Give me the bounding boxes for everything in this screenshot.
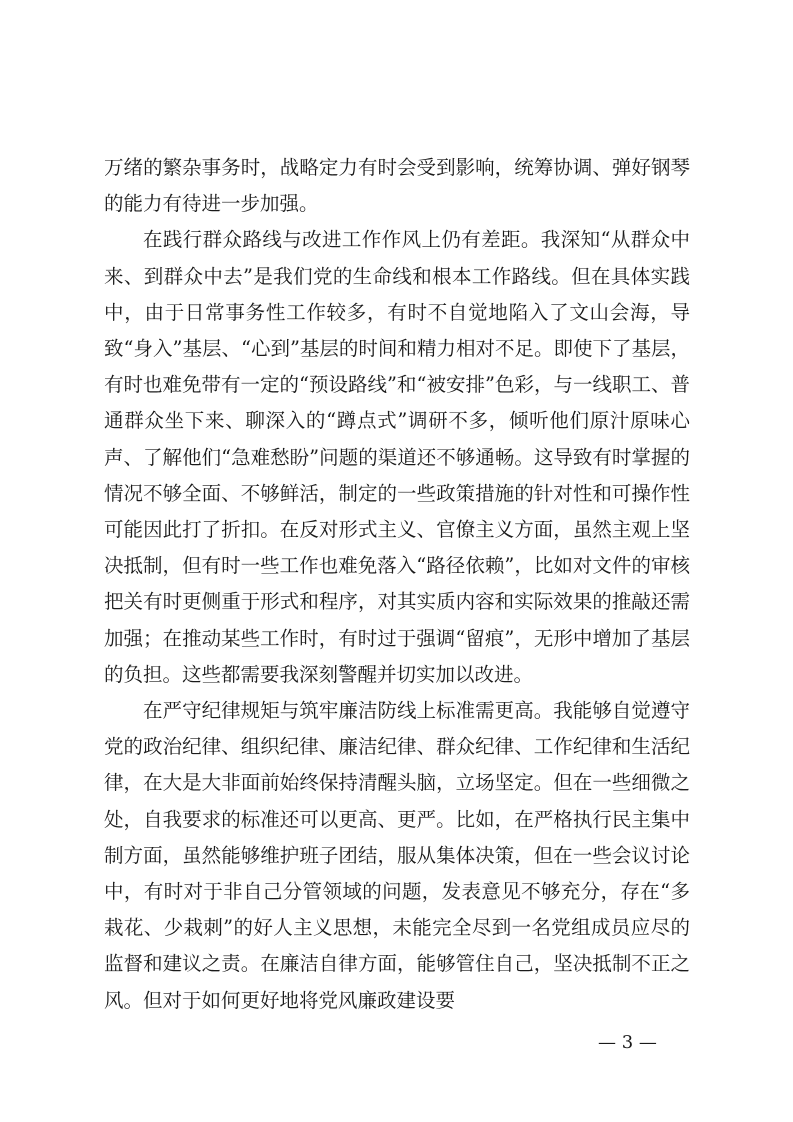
- paragraph-discipline: 在严守纪律规矩与筑牢廉洁防线上标准需更高。我能够自觉遵守党的政治纪律、组织纪律、廉洁纪律、群众纪律、工作纪律和生活纪律，在大是大非面前始终保持清醒头脑，立场坚定。但在一些细微之处，自我要求的标准还可以更高、更严。比如，在严格执行民主集中制方面，虽然能够维护班子团结，服从集体决策，但在一些会议讨论中，有时对于非自己分管领域的问题，发表意见不够充分，存在“多栽花、少栽刺”的好人主义思想，未能完全尽到一名党组成员应尽的监督和建议之责。在廉洁自律方面，能够管住自己，坚决抵制不正之风。但对于如何更好地将党风廉政建设要: [104, 699, 690, 1012]
- paragraph-mass-line: 在践行群众路线与改进工作作风上仍有差距。我深知“从群众中来、到群众中去”是我们党的生命线和根本工作路线。但在具体实践中，由于日常事务性工作较多，有时不自觉地陷入了文山会海，导致“身入”基层、“心到”基层的时间和精力相对不足。即使下了基层，有时也难免带有一定的“预设路线”和“被安排”色彩，与一线职工、普通群众坐下来、聊深入的“蹲点式”调研不多，倾听他们原汁原味心声、了解他们“急难愁盼”问题的渠道还不够通畅。这导致有时掌握的情况不够全面、不够鲜活，制定的一些政策措施的针对性和可操作性可能因此打了折扣。在反对形式主义、官僚主义方面，虽然主观上坚决抵制，但有时一些工作也难免落入“路径依赖”，比如对文件的审核把关有时更侧重于形式和程序，对其实质内容和实际效果的推敲还需加强；在推动某些工作时，有时过于强调“留痕”，无形中增加了基层的负担。这些都需要我深刻警醒并切实加以改进。: [104, 228, 690, 686]
- document-body: [104, 150, 690, 1019]
- page-number: — 3 —: [598, 1032, 657, 1053]
- paragraph-continuation: 万绪的繁杂事务时，战略定力有时会受到影响，统筹协调、弹好钢琴的能力有待进一步加强。: [104, 156, 690, 216]
